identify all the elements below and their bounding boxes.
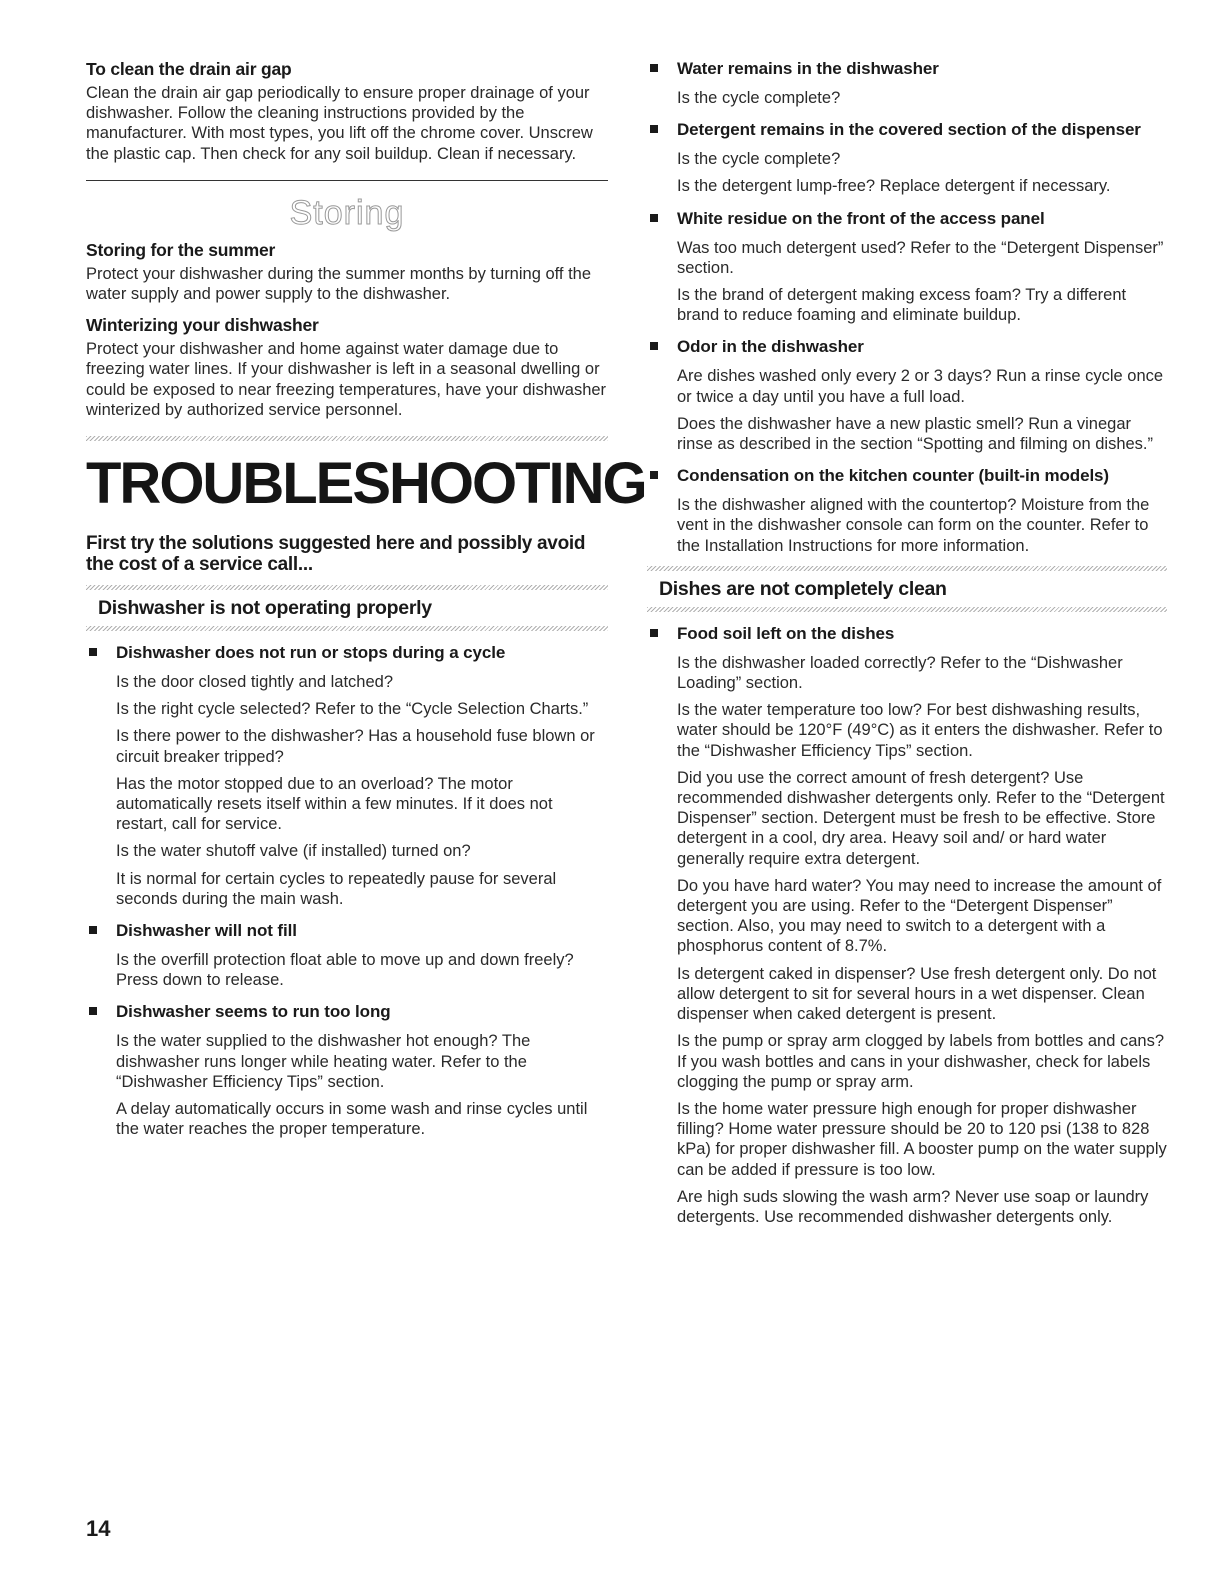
issue-answer: Is the home water pressure high enough for proper dishwasher filling? Home water pressure should be 20 to 120 psi (138 to 828 kPa) for proper dishwasher fill. A booster pump on the water supply can be added if pressure is too low. <box>677 1099 1167 1179</box>
left-issue-list <box>86 642 608 1139</box>
square-bullet-icon <box>650 629 658 637</box>
section-heading-not-operating: Dishwasher is not operating properly <box>98 597 432 620</box>
issue-answer: Does the dishwasher have a new plastic smell? Run a vinegar rinse as described in the section “Spotting and filming on dishes.” <box>677 414 1154 454</box>
section-heading-not-clean: Dishes are not completely clean <box>659 577 947 600</box>
issue-answer: Is there power to the dishwasher? Has a household fuse blown or circuit breaker tripped? <box>116 727 595 766</box>
winterizing-heading: Winterizing your dishwasher <box>86 315 319 336</box>
issue-answer: Do you have hard water? You may need to increase the amount of detergent you are using. Refer to the “Detergent Dispenser” section. Also, you may need to switch to a detergent with a phosphorus content of 8.7%. <box>677 876 1162 956</box>
troubleshooting-intro: First try the solutions suggested here and possibly avoid the cost of a service call... <box>86 533 586 576</box>
issue-answer: Is detergent caked in dispenser? Use fresh detergent only. Do not allow detergent to sit for several hours in a wet dispenser. Clean dispenser when caked detergent is present. <box>677 964 1157 1024</box>
dotted-divider <box>86 436 608 441</box>
issue-title: Food soil left on the dishes <box>677 623 895 643</box>
issue-answer: Is the water temperature too low? For best dishwashing results, water should be 120°F (49°C) as it enters the dishwasher. Refer to the “Dishwasher Efficiency Tips” section. <box>677 701 1163 760</box>
issue-item <box>647 336 1167 454</box>
storing-title: Storing <box>289 193 405 232</box>
issue-answer: Did you use the correct amount of fresh detergent? Use recommended dishwasher detergents only. Refer to the “Detergent Dispenser” section. Detergent must be fresh to be effective. Store detergent in a cool, dry area. Heavy soil and/ or hard water generally require extra detergent. <box>677 768 1165 868</box>
issue-item <box>647 208 1167 326</box>
dotted-divider <box>647 607 1167 612</box>
issue-answer: Is the overfill protection float able to move up and down freely? Press down to release. <box>116 951 574 990</box>
issue-answer: Was too much detergent used? Refer to the “Detergent Dispenser” section. <box>677 238 1164 277</box>
issue-title: White residue on the front of the access panel <box>677 208 1045 228</box>
issue-title: Water remains in the dishwasher <box>677 59 939 78</box>
right-column <box>647 58 1167 1234</box>
right-issue-list-b <box>647 623 1167 1227</box>
issue-answer: Are high suds slowing the wash arm? Never use soap or laundry detergents. Use recommended dishwasher detergents only. <box>677 1187 1149 1226</box>
issue-answer: Is the dishwasher aligned with the countertop? Moisture from the vent in the dishwasher console can form on the counter. Refer to the Installation Instructions for more information. <box>677 496 1150 555</box>
storing-summer-heading: Storing for the summer <box>86 239 276 260</box>
drain-air-gap-body: Clean the drain air gap periodically to ensure proper drainage of your dishwasher. Follow the cleaning instructions provided by the manufacturer. With most types, you lift off the chrome cover. Unscrew the plastic cap. Then check for any soil buildup. Clean if necessary. <box>86 84 593 163</box>
issue-item <box>647 119 1167 196</box>
issue-title: Condensation on the kitchen counter (built-in models) <box>677 466 1109 486</box>
square-bullet-icon <box>89 648 97 656</box>
right-issue-list-a <box>647 58 1167 556</box>
issue-item <box>647 465 1167 556</box>
issue-answer: Is the dishwasher loaded correctly? Refer to the “Dishwasher Loading” section. <box>677 653 1123 693</box>
square-bullet-icon <box>650 64 658 72</box>
left-column <box>86 58 646 1146</box>
issue-title: Dishwasher does not run or stops during a cycle <box>116 643 506 663</box>
issue-title: Detergent remains in the covered section of the dispenser <box>677 120 1141 140</box>
drain-air-gap-heading: To clean the drain air gap <box>86 59 292 79</box>
issue-answer: Is the cycle complete? <box>677 89 841 107</box>
issue-answer: Is the right cycle selected? Refer to the “Cycle Selection Charts.” <box>116 700 589 719</box>
square-bullet-icon <box>89 1007 97 1015</box>
issue-item <box>647 623 1167 1227</box>
square-bullet-icon <box>650 342 658 350</box>
issue-title: Odor in the dishwasher <box>677 337 864 357</box>
section-divider <box>86 180 608 181</box>
issue-title: Dishwasher will not fill <box>116 921 297 941</box>
issue-answer: Is the cycle complete? <box>677 150 841 169</box>
dotted-divider <box>647 566 1167 571</box>
issue-answer: Are dishes washed only every 2 or 3 days? Run a rinse cycle once or twice a day until you have a full load. <box>677 367 1164 406</box>
square-bullet-icon <box>89 926 97 934</box>
issue-answer: Is the water supplied to the dishwasher hot enough? The dishwasher runs longer while heating water. Refer to the “Dishwasher Efficiency Tips” section. <box>116 1032 531 1091</box>
issue-item <box>86 642 608 909</box>
square-bullet-icon <box>650 214 658 222</box>
page-number: 14 <box>86 1516 111 1541</box>
issue-answer: Has the motor stopped due to an overload? The motor automatically resets itself within a few minutes. If it does not restart, call for service. <box>116 774 553 834</box>
storing-summer-body: Protect your dishwasher during the summer months by turning off the water supply and power supply to the dishwasher. <box>86 264 592 304</box>
issue-item <box>86 1001 608 1139</box>
dotted-divider <box>86 585 608 590</box>
square-bullet-icon <box>650 125 658 133</box>
issue-title: Dishwasher seems to run too long <box>116 1002 391 1022</box>
issue-answer: Is the pump or spray arm clogged by labels from bottles and cans? If you wash bottles and cans in your dishwasher, check for labels clogging the pump or spray arm. <box>677 1032 1164 1091</box>
issue-item <box>86 920 608 990</box>
troubleshooting-title: TROUBLESHOOTING <box>86 451 646 517</box>
issue-answer: Is the water shutoff valve (if installed) turned on? <box>116 842 471 861</box>
winterizing-body: Protect your dishwasher and home against water damage due to freezing water lines. If your dishwasher is left in a seasonal dwelling or could be exposed to near freezing temperatures, have your dishwasher winterized by authorized service personnel. <box>86 340 607 419</box>
square-bullet-icon <box>650 471 658 479</box>
issue-item <box>647 58 1167 108</box>
dotted-divider <box>86 626 608 631</box>
issue-answer: Is the door closed tightly and latched? <box>116 673 394 692</box>
issue-answer: It is normal for certain cycles to repeatedly pause for several seconds during the main wash. <box>116 869 557 908</box>
issue-answer: Is the brand of detergent making excess foam? Try a different brand to reduce foaming and eliminate buildup. <box>677 286 1127 325</box>
issue-answer: A delay automatically occurs in some wash and rinse cycles until the water reaches the proper temperature. <box>116 1100 588 1139</box>
issue-answer: Is the detergent lump-free? Replace detergent if necessary. <box>677 177 1111 196</box>
